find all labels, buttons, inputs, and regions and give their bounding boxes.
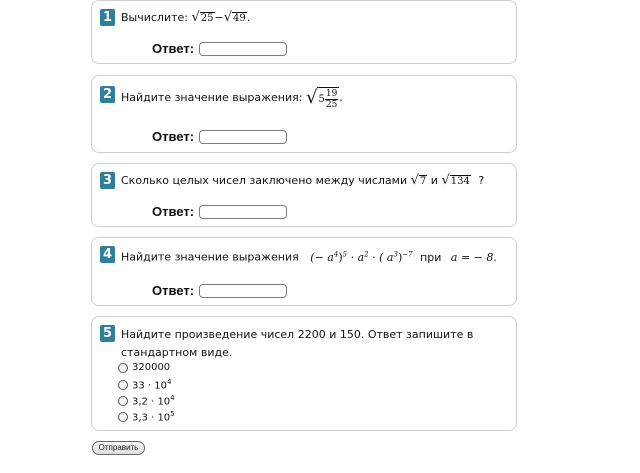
- radio-button[interactable]: [118, 412, 128, 422]
- sqrt-expression: √ 25: [191, 10, 214, 25]
- question-label-line-1: Найдите произведение чисел 2200 и 150. Ответ запишите в: [121, 328, 474, 341]
- question-number-badge: 1: [100, 9, 115, 26]
- submit-button[interactable]: Отправить: [92, 441, 145, 455]
- radio-button[interactable]: [118, 380, 128, 390]
- option-label: $33 \cdot 10^4$: [132, 378, 172, 392]
- option-label: $3,2 \cdot 10^4$: [132, 394, 175, 408]
- option-4[interactable]: [118, 410, 175, 423]
- question-label: Найдите значение выражения: [121, 250, 299, 264]
- answer-label: Ответ:: [152, 129, 195, 144]
- option-3[interactable]: [118, 394, 175, 407]
- sqrt-expression: √ 49: [223, 10, 246, 25]
- question-number-badge: 3: [100, 172, 115, 189]
- sqrt-expression: √ 7: [410, 173, 427, 188]
- answer-input-4[interactable]: [199, 284, 287, 298]
- answer-input-3[interactable]: [199, 205, 287, 219]
- question-number-badge: 5: [100, 325, 115, 342]
- radio-button[interactable]: [118, 396, 128, 406]
- answer-label: Ответ:: [152, 204, 195, 219]
- answer-row: [152, 204, 287, 219]
- answer-row: [152, 283, 287, 298]
- question-label-line-2: стандартном виде.: [121, 346, 233, 359]
- option-label: 320000: [132, 362, 171, 373]
- question-text: Найдите значение выражения: √ 5 $\frac{19}{25}$ .: [121, 87, 343, 110]
- question-number-badge: 2: [100, 86, 115, 103]
- answer-input-2[interactable]: [199, 130, 287, 144]
- question-text: Сколько целых чисел заключено между числами √ 7 и √ 134 ?: [121, 173, 485, 188]
- question-text: Вычислите: √ 25 − √ 49 .: [121, 10, 251, 25]
- option-label: $3,3 \cdot 10^5$: [132, 410, 175, 424]
- answer-row: [152, 129, 287, 144]
- radio-button[interactable]: [118, 363, 128, 373]
- question-card-3: [91, 163, 517, 227]
- question-text: Найдите значение выражения (− $a^4)^5 \cdot a^2$ · ( $a^3)^{-7}$ при a = − 8.: [121, 250, 497, 264]
- answer-label: Ответ:: [152, 41, 195, 56]
- answer-label: Ответ:: [152, 283, 195, 298]
- answer-row: [152, 41, 287, 56]
- question-number-badge: 4: [100, 246, 115, 263]
- sqrt-expression: √ 134: [441, 173, 470, 188]
- question-card-2: [91, 75, 517, 153]
- answer-input-1[interactable]: [199, 42, 287, 56]
- question-label: Вычислите:: [121, 11, 188, 24]
- question-label: Найдите значение выражения:: [121, 91, 303, 104]
- question-card-5: [91, 316, 517, 431]
- question-card-1: [91, 0, 517, 64]
- question-label: Сколько целых чисел заключено между числами: [121, 174, 408, 187]
- option-2[interactable]: [118, 378, 171, 391]
- question-card-4: [91, 237, 517, 306]
- option-1[interactable]: [118, 362, 170, 373]
- sqrt-expression: √ 5 $\frac{19}{25}$: [305, 87, 338, 110]
- question-text: [121, 326, 473, 362]
- math-expression: (− $a^4)^5 \cdot a^2$ · ( $a^3)^{-7}$: [310, 250, 413, 264]
